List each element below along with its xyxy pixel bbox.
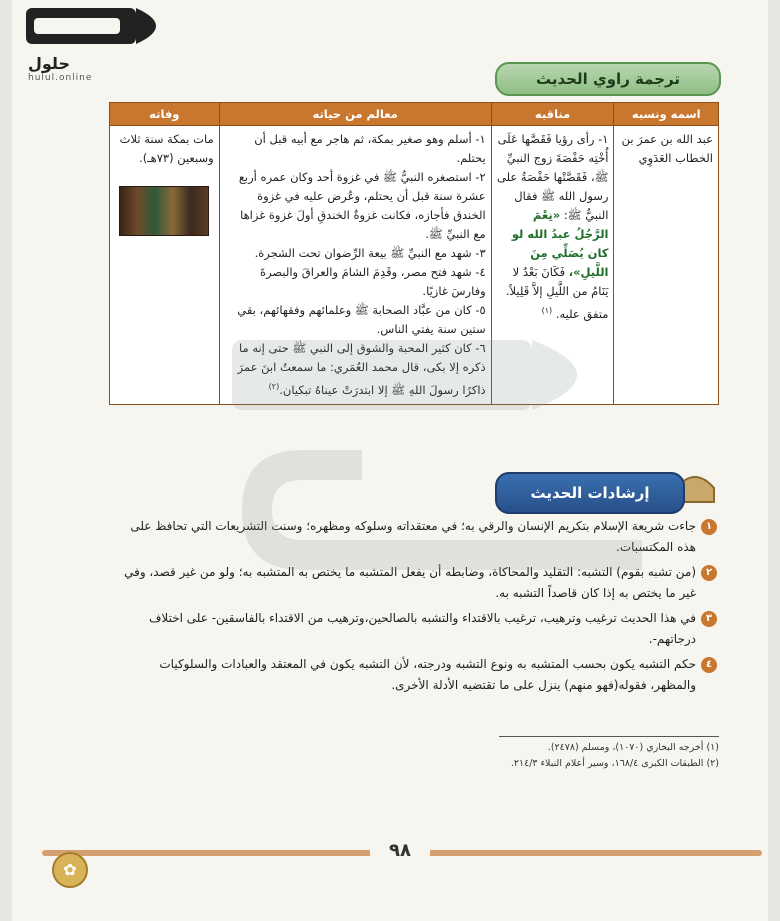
- item-number-badge: ٢: [701, 565, 717, 581]
- hadith-quote: «نِعْمَ الرَّجُلُ عبدُ الله لو كان يُصَلِّي مِنَ اللَّيلِ»،: [511, 208, 609, 279]
- table-row: [110, 126, 719, 405]
- death-text: مات بمكة سنة ثلاث وسبعين (٧٣هـ).: [119, 132, 214, 165]
- footnotes: [442, 740, 719, 772]
- cell-death: [110, 126, 220, 405]
- hadith-guidance-title: إرشادات الحديث: [530, 484, 650, 502]
- item-number-badge: ١: [701, 519, 717, 535]
- header-name: اسمه ونسبه: [614, 103, 719, 126]
- footnote: (١) أخرجه البخاري (١٠٧٠)، ومسلم (٢٤٧٨).: [547, 742, 719, 753]
- life-item: ٤- شهد فتح مصر، وقَدِمَ الشامَ والعراقَ والبصرةَ وفارسَ غازيًا.: [260, 265, 486, 298]
- narrator-biography-title: ترجمة راوي الحديث: [536, 70, 680, 88]
- guidance-list: [112, 516, 717, 700]
- hadith-guidance-banner: [495, 472, 685, 514]
- footnote-divider: [499, 736, 719, 737]
- list-item: [112, 608, 717, 650]
- item-number-badge: ٣: [701, 611, 717, 627]
- narrator-biography-banner: [495, 62, 721, 96]
- header-death: وفاته: [110, 103, 220, 126]
- textbook-page: [12, 0, 768, 921]
- item-number-badge: ٤: [701, 657, 717, 673]
- books-image: [119, 186, 209, 236]
- life-item: [225, 339, 486, 400]
- header-life: معالم من حياته: [219, 103, 491, 126]
- item-text: في هذا الحديث ترغيب وترهيب، ترغيب بالاقتداء والتشبه بالصالحين،وترهيب من الاقتداء بالفاسقين- على اختلاف درجاتهم-.: [148, 611, 696, 646]
- virtues-footnote-ref: (١): [541, 306, 553, 315]
- virtues-outro: فَكَانَ بَعْدُ لا يَنَامُ من اللَّيلِ إلاَّ قَلِيلاً. متفق عليه.: [505, 265, 609, 321]
- logo-name: حلول: [28, 54, 70, 73]
- list-item: [112, 654, 717, 696]
- cell-name: [614, 126, 719, 405]
- life-item: ٢- استصغره النبيُّ ﷺ في غزوة أحد وكان عمره أربع عشرة سنة قبل أن يحتلم، وعُرض عليه في غزوة الخندق فأجازه، فكانت غزوةُ الخندقِ أولَ غزوة غزاها مع النبيِّ ﷺ.: [238, 170, 486, 241]
- item-text: جاءت شريعة الإسلام بتكريم الإنسان والرقي به؛ في معتقداته وسلوكه ومظهره؛ وسنت التشريعات التي تحافظ على هذه المكتسبات.: [130, 519, 696, 554]
- life-footnote-ref: (٢): [268, 382, 280, 391]
- header-virtues: مناقبه: [491, 103, 614, 126]
- footnote: (٢) الطبقات الكبرى ١٦٨/٤، وسير أعلام النبلاء ٢١٤/٣.: [510, 758, 719, 769]
- corner-ornament-icon: ✿: [52, 852, 88, 888]
- narrator-name: عبد الله بن عمرَ بن الخطاب العَدَوِي: [621, 132, 713, 165]
- life-item: ٥- كان من عبَّاد الصحابة ﷺ وعلمائهم وفقهائهم، بقي ستين سنة يفتي الناس.: [237, 303, 486, 336]
- item-text: (من تشبه بقوم) التشبه: التقليد والمحاكاة، وضابطه أن يفعل المتشبه ما يختص به المتشبه به؛ ولو من غير قصد، وفي غير ما يختص به إذا كان قاصداً التشبه به.: [124, 565, 696, 600]
- life-item-text: ٦- كان كثير المحبة والشوق إلى النبي ﷺ حتى إنه ما ذكره إلا بكى، قال محمد العُمَري: ما سمعتُ ابنَ عمرَ ذاكرًا رسولَ اللهِ ﷺ إلا ابتدرَتْ عيناهُ تبكيان.: [237, 341, 486, 397]
- virtues-intro: ١- رأى رؤيا فَقَصَّها عَلَى أُخْتِه حَفْصَةَ زوج النبيِّ ﷺ، فَقَصَّتْها حَفْصَةُ على رسول الله ﷺ فقال النبيُّ ﷺ:: [497, 132, 609, 222]
- life-item: ٣- شهد مع النبيِّ ﷺ بيعة الرِّضوان تحت الشجرة.: [254, 246, 486, 260]
- logo-subtitle: hulul.online: [28, 73, 93, 83]
- life-item: ١- أسلم وهو صغير بمكة، ثم هاجر مع أبيه قبل أن يحتلم.: [254, 132, 486, 165]
- item-text: حكم التشبه يكون بحسب المتشبه به ونوع التشبه ودرجته، لأن التشبه يكون في المعتقد والعبادات والسلوكيات والمظهر، فقوله(فهو منهم) ينزل على ما تقتضيه الأدلة الأخرى.: [159, 657, 696, 692]
- list-item: [112, 562, 717, 604]
- table-header-row: [110, 103, 719, 126]
- narrator-table: [109, 102, 719, 405]
- page-number: ٩٨: [370, 840, 430, 864]
- list-item: [112, 516, 717, 558]
- cell-virtues: [491, 126, 614, 405]
- cell-life: [219, 126, 491, 405]
